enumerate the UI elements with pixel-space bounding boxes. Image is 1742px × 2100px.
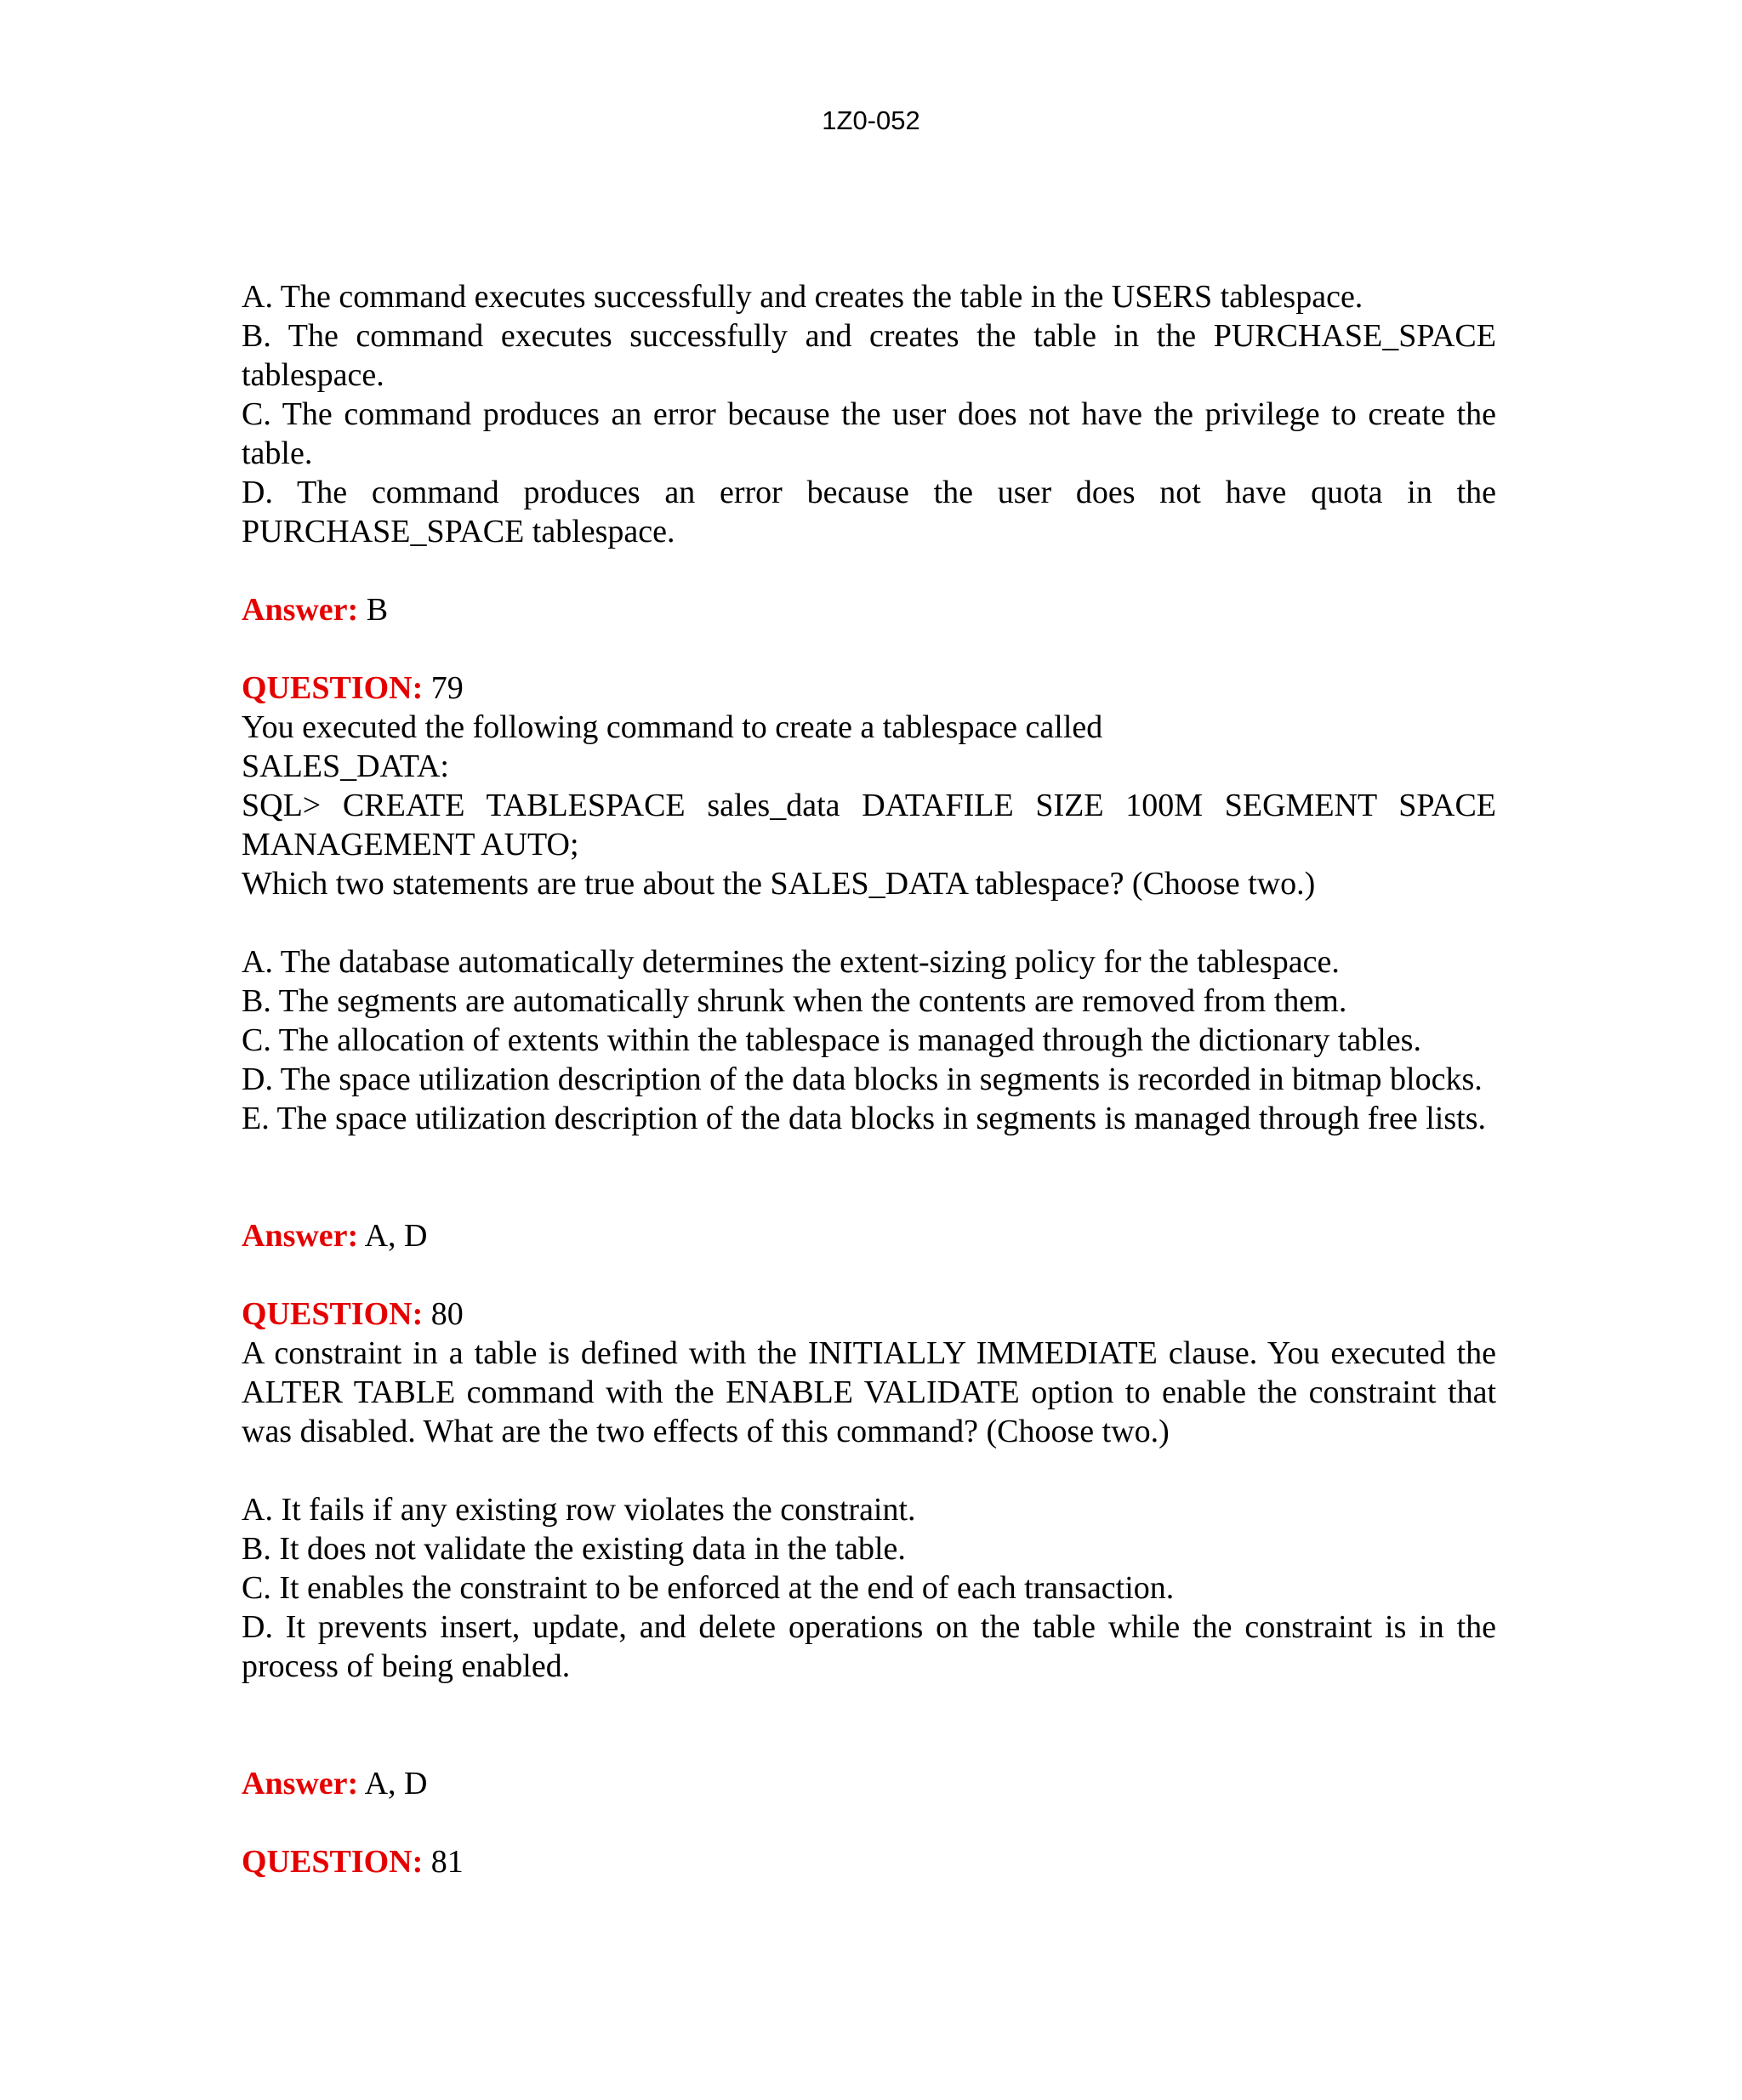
option-a: A. It fails if any existing row violates the constraint. (242, 1492, 916, 1528)
question-prompt: Which two statements are true about the SALES_DATA tablespace? (Choose two.) (242, 866, 1316, 902)
option-d: D. The space utilization description of the data blocks in segments is recorded in bitmap blocks. (242, 1061, 1483, 1097)
option-c: C. The command produces an error because the user does not have the privilege to create the table. (242, 396, 1496, 471)
option-b: B. The segments are automatically shrunk when the contents are removed from them. (242, 983, 1347, 1019)
option-c: C. It enables the constraint to be enforced at the end of each transaction. (242, 1570, 1175, 1606)
answer-value: A, D (364, 1766, 428, 1801)
answer-line (242, 1764, 1496, 1803)
question-label: QUESTION: (242, 1844, 424, 1880)
answer-label: Answer: (242, 1766, 359, 1801)
question-heading (242, 1295, 1496, 1334)
answer-value: B (366, 592, 389, 628)
question-heading (242, 1842, 1496, 1881)
answer-line (242, 590, 1496, 629)
question-number: 79 (430, 670, 464, 706)
answer-line (242, 1216, 1496, 1255)
question-stem: A constraint in a table is defined with the INITIALLY IMMEDIATE clause. You executed the ALTER TABLE command with the ENABLE VALIDATE option to enable the constraint that was disabled. What are the two effects of this command? (Choose two.) (242, 1335, 1496, 1449)
option-e: E. The space utilization description of the data blocks in segments is managed through free lists. (242, 1101, 1486, 1136)
page-header-code: 1Z0-052 (822, 105, 920, 135)
option-d: D. It prevents insert, update, and delete operations on the table while the constraint is in the process of being enabled. (242, 1609, 1496, 1684)
option-b: B. It does not validate the existing data in the table. (242, 1531, 906, 1567)
question-stem-line: SALES_DATA: (242, 748, 449, 784)
question-number: 81 (430, 1844, 464, 1880)
option-a: A. The database automatically determines the extent-sizing policy for the tablespace. (242, 944, 1340, 980)
option-b: B. The command executes successfully and creates the table in the PURCHASE_SPACE tablespace. (242, 318, 1496, 393)
answer-value: A, D (364, 1218, 428, 1254)
question-number: 80 (430, 1296, 464, 1332)
question-label: QUESTION: (242, 1296, 424, 1332)
document-body (242, 277, 1496, 1881)
option-c: C. The allocation of extents within the tablespace is managed through the dictionary tables. (242, 1022, 1421, 1058)
answer-label: Answer: (242, 592, 359, 628)
question-heading (242, 669, 1496, 708)
option-d: D. The command produces an error because the user does not have quota in the PURCHASE_SPACE tablespace. (242, 475, 1496, 549)
question-stem-line: You executed the following command to create a tablespace called (242, 709, 1103, 745)
option-a: A. The command executes successfully and creates the table in the USERS tablespace. (242, 279, 1363, 315)
sql-command: SQL> CREATE TABLESPACE sales_data DATAFILE SIZE 100M SEGMENT SPACE MANAGEMENT AUTO; (242, 788, 1496, 862)
answer-label: Answer: (242, 1218, 359, 1254)
question-label: QUESTION: (242, 670, 424, 706)
